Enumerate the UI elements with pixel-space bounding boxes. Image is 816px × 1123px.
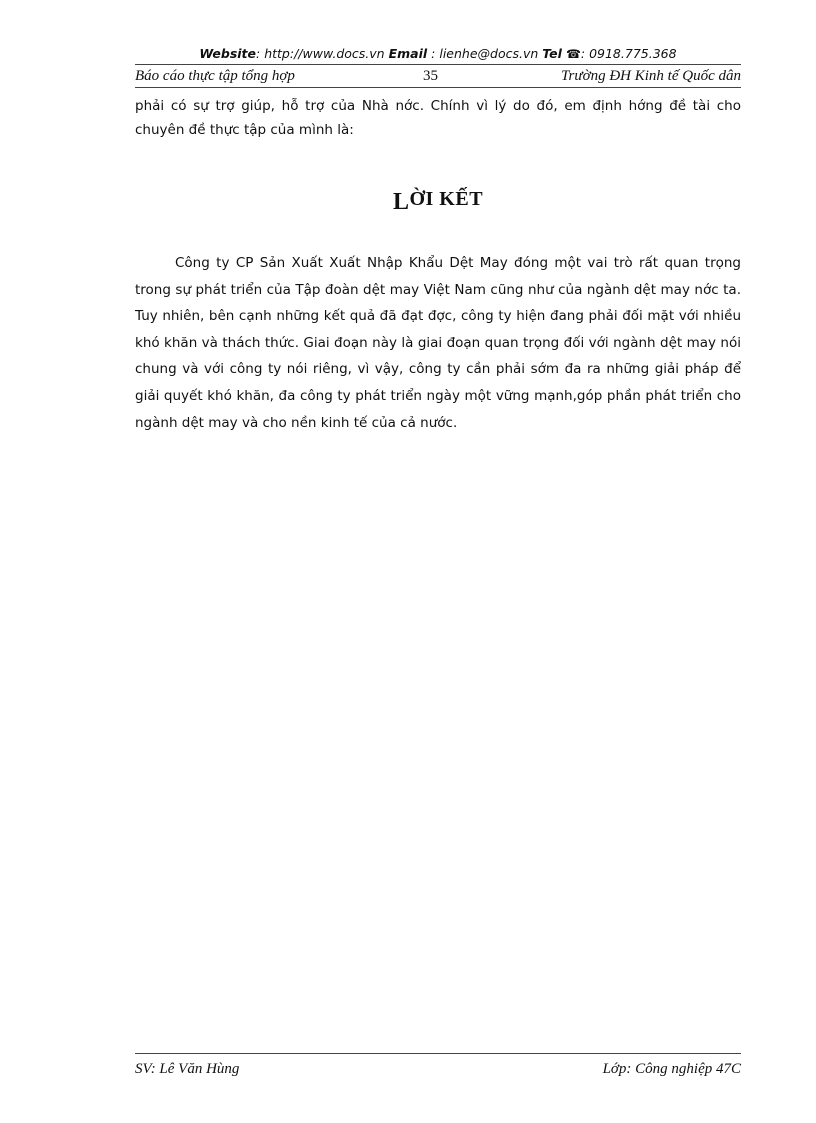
heading-rest: ỜI KẾT: [409, 188, 484, 210]
university-name: Trường ĐH Kinh tế Quốc dân: [561, 68, 741, 84]
contact-line: [135, 46, 741, 61]
tel-value: : 0918.775.368: [580, 46, 677, 61]
email-label: Email: [388, 46, 428, 61]
student-name: SV: Lê Văn Hùng: [135, 1061, 240, 1077]
tel-label: Tel: [542, 46, 562, 61]
closing-paragraph: Công ty CP Sản Xuất Xuất Nhập Khẩu Dệt May đóng một vai trò rất quan trọng trong sự phát triển của Tập đoàn dệt may Việt Nam cũng như của ngành dệt may nớc ta. Tuy nhiên, bên cạnh những kết quả đã đạt đợc, công ty hiện đang phải đối mặt với nhiều khó khăn và thách thức. Giai đoạn này là giai đoạn quan trọng đối với ngành dệt may nói chung và với công ty nói riêng, vì vậy, công ty cần phải sớm đa ra những giải pháp để giải quyết khó khăn, đa công ty phát triển ngày một vững mạnh,góp phần phát triển cho ngành dệt may và cho nền kinh tế của cả nước.: [135, 255, 741, 431]
intro-paragraph: phải có sự trợ giúp, hỗ trợ của Nhà nớc. Chính vì lý do đó, em định hớng đề tài cho chuyên đề thực tập của mình là:: [135, 98, 741, 138]
email-value: : lienhe@docs.vn: [431, 46, 539, 61]
website-value: : http://www.docs.vn: [256, 46, 385, 61]
class-name: Lớp: Công nghiệp 47C: [602, 1061, 741, 1077]
website-label: Website: [199, 46, 257, 61]
phone-icon: ☎: [565, 47, 581, 61]
report-title: Báo cáo thực tập tổng hợp: [135, 68, 295, 84]
page-number: 35: [423, 68, 438, 84]
page-header: [135, 64, 741, 88]
section-heading: [135, 185, 741, 215]
page-footer: [135, 1053, 741, 1078]
heading-first-letter: L: [392, 189, 410, 215]
